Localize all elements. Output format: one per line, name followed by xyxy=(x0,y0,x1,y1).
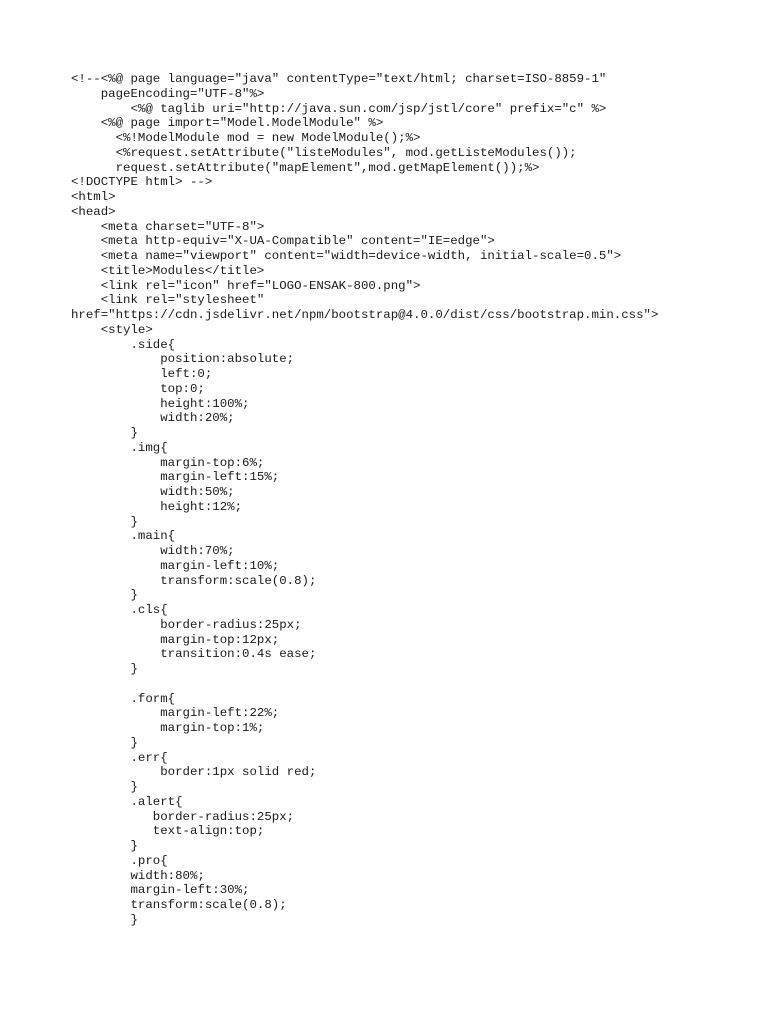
code-line: <meta http-equiv="X-UA-Compatible" content="IE=edge"> xyxy=(71,234,495,249)
code-line: margin-left:22%; xyxy=(71,706,280,721)
code-line: } xyxy=(71,514,138,529)
code-line: .alert{ xyxy=(71,794,183,809)
code-line: width:70%; xyxy=(71,544,235,558)
code-line: } xyxy=(71,426,138,440)
code-line: width:20%; xyxy=(71,411,235,426)
code-listing xyxy=(71,72,761,928)
code-line: } xyxy=(71,735,138,750)
code-line: <meta charset="UTF-8"> xyxy=(71,219,265,234)
code-line: <%@ page import="Model.ModelModule" %> xyxy=(71,116,384,131)
code-line: <%!ModelModule mod = new ModelModule();%> xyxy=(71,131,421,145)
code-line: position:absolute; xyxy=(71,352,295,367)
code-line: transform:scale(0.8); xyxy=(71,573,317,588)
code-line: <%@ taglib uri="http://java.sun.com/jsp/jstl/core" prefix="c" %> xyxy=(71,101,607,116)
code-line: request.setAttribute("mapElement",mod.getMapElement());%> xyxy=(71,160,540,175)
code-line: transition:0.4s ease; xyxy=(71,647,317,662)
code-line: margin-left:30%; xyxy=(71,883,250,898)
code-line: <!--<%@ page language="java" contentType="text/html; charset=ISO-8859-1" xyxy=(71,72,607,86)
code-line: pageEncoding="UTF-8"%> xyxy=(71,86,265,101)
code-line: .err{ xyxy=(71,750,168,765)
code-line: <title>Modules</title> xyxy=(71,263,265,278)
code-line: border:1px solid red; xyxy=(71,765,317,780)
code-line: margin-top:6%; xyxy=(71,455,265,470)
code-line: <%request.setAttribute("listeModules", mod.getListeModules()); xyxy=(71,145,577,160)
code-line xyxy=(71,677,761,692)
code-line: .side{ xyxy=(71,337,176,352)
code-line: } xyxy=(71,662,138,676)
code-line: .main{ xyxy=(71,529,176,544)
code-line: border-radius:25px; xyxy=(71,617,302,632)
code-line: transform:scale(0.8); xyxy=(71,898,287,912)
code-line: <link rel="stylesheet" xyxy=(71,293,265,308)
code-line: margin-top:12px; xyxy=(71,632,280,647)
code-line: text-align:top; xyxy=(71,824,265,839)
code-line: } xyxy=(71,839,138,853)
code-line: left:0; xyxy=(71,367,213,381)
code-line: height:100%; xyxy=(71,396,250,411)
code-line: margin-left:10%; xyxy=(71,558,280,573)
code-line: <head> xyxy=(71,204,116,219)
code-line: top:0; xyxy=(71,381,205,396)
code-line: .cls{ xyxy=(71,603,168,617)
code-line: width:50%; xyxy=(71,485,235,499)
code-line: <link rel="icon" href="LOGO-ENSAK-800.png"> xyxy=(71,278,421,293)
code-line: <html> xyxy=(71,190,116,204)
code-line: } xyxy=(71,912,138,927)
code-line: <meta name="viewport" content="width=device-width, initial-scale=0.5"> xyxy=(71,249,622,263)
code-line: } xyxy=(71,780,138,794)
code-line: width:80%; xyxy=(71,868,205,883)
code-line: margin-top:1%; xyxy=(71,721,265,735)
code-line: height:12%; xyxy=(71,499,243,514)
code-line: .img{ xyxy=(71,440,168,455)
code-line: .pro{ xyxy=(71,853,168,868)
code-line: border-radius:25px; xyxy=(71,809,295,824)
code-line: } xyxy=(71,588,138,603)
code-line: margin-left:15%; xyxy=(71,470,280,485)
code-line: <!DOCTYPE html> --> xyxy=(71,175,213,190)
code-line: <style> xyxy=(71,322,153,337)
code-line: .form{ xyxy=(71,691,176,706)
code-line: href="https://cdn.jsdelivr.net/npm/bootstrap@4.0.0/dist/css/bootstrap.min.css"> xyxy=(71,308,659,322)
